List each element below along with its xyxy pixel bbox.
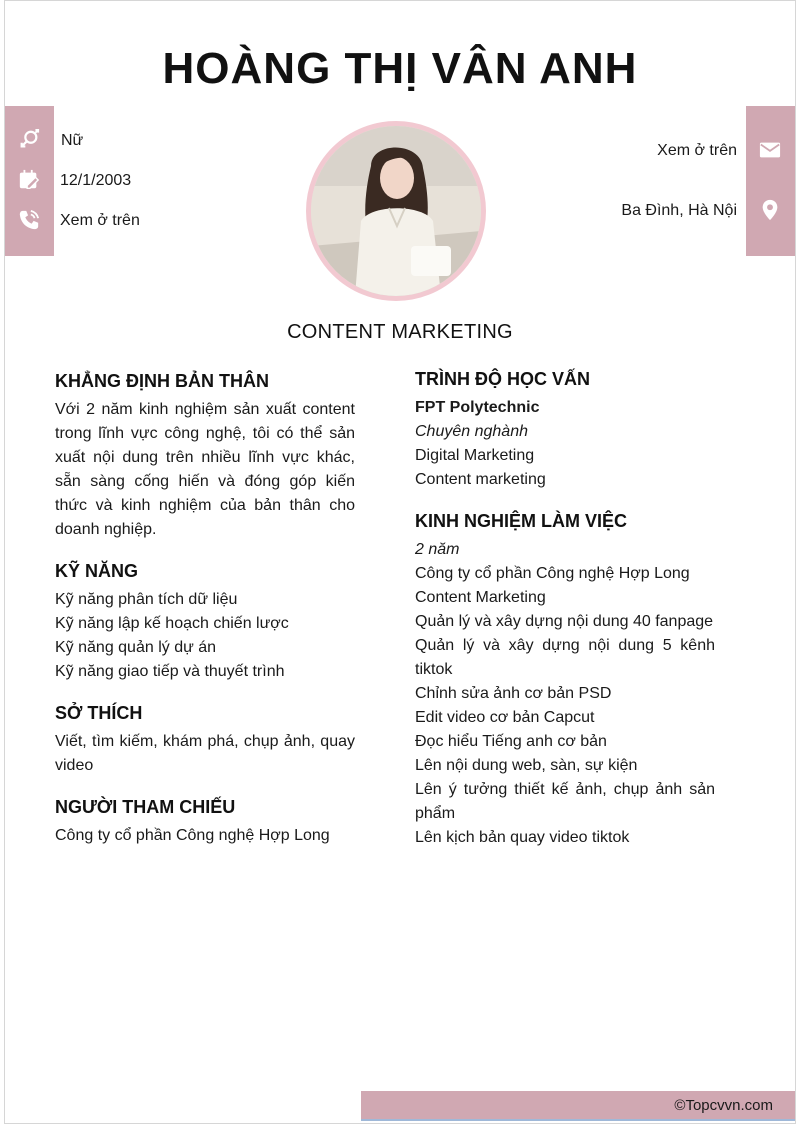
skill-item: Kỹ năng giao tiếp và thuyết trình	[55, 663, 285, 680]
experience-item: Quản lý và xây dựng nội dung 5 kênh tiktok	[415, 637, 715, 678]
avatar-photo	[311, 126, 481, 296]
major-label: Chuyên nghành	[415, 423, 528, 440]
skills-section	[55, 558, 355, 684]
education-item: Digital Marketing	[415, 447, 535, 464]
candidate-name: HOÀNG THỊ VÂN ANH	[162, 44, 638, 93]
calendar-edit-icon	[17, 168, 41, 192]
phone-icon	[17, 208, 41, 232]
references-title: NGƯỜI THAM CHIẾU	[55, 797, 236, 817]
location-pin-icon	[758, 198, 782, 222]
experience-item: Lên kịch bản quay video tiktok	[415, 829, 630, 846]
references-text: Công ty cổ phần Công nghệ Hợp Long	[55, 827, 330, 844]
experience-item: Đọc hiểu Tiếng anh cơ bản	[415, 733, 607, 750]
experience-item: Quản lý và xây dựng nội dung 40 fanpage	[415, 613, 714, 630]
address-value: Ba Đình, Hà Nội	[621, 202, 737, 219]
skills-title: KỸ NĂNG	[55, 561, 139, 581]
objective-section	[55, 368, 355, 542]
email-value: Xem ở trên	[657, 142, 737, 159]
mail-icon	[758, 138, 782, 162]
experience-item: Lên nội dung web, sàn, sự kiện	[415, 757, 638, 774]
experience-title: KINH NGHIỆM LÀM VIỆC	[415, 511, 628, 531]
avatar	[306, 121, 486, 301]
school-name: FPT Polytechnic	[415, 399, 540, 416]
experience-section	[415, 508, 715, 850]
education-title: TRÌNH ĐỘ HỌC VẤN	[415, 369, 590, 389]
hobbies-section	[55, 700, 355, 778]
contact-bar-left	[5, 106, 54, 256]
skill-item: Kỹ năng phân tích dữ liệu	[55, 591, 238, 608]
birthdate-value: 12/1/2003	[60, 172, 132, 189]
experience-item: Chỉnh sửa ảnh cơ bản PSD	[415, 685, 612, 702]
objective-title: KHẲNG ĐỊNH BẢN THÂN	[55, 371, 269, 391]
gender-value: Nữ	[61, 132, 84, 149]
gender-icon	[17, 128, 41, 152]
hobbies-text: Viết, tìm kiếm, khám phá, chụp ảnh, quay video	[55, 733, 355, 774]
experience-item: Lên ý tưởng thiết kế ảnh, chụp ảnh sản phẩm	[415, 781, 715, 822]
education-section	[415, 366, 715, 492]
left-column	[55, 368, 355, 864]
hobbies-title: SỞ THÍCH	[55, 703, 143, 723]
experience-duration: 2 năm	[415, 541, 460, 558]
right-column	[415, 366, 715, 866]
references-section	[55, 794, 355, 848]
job-title: CONTENT MARKETING	[287, 321, 513, 343]
experience-item: Edit video cơ bản Capcut	[415, 709, 595, 726]
company-name: Công ty cổ phần Công nghệ Hợp Long	[415, 565, 690, 582]
footer-bar	[361, 1091, 795, 1121]
skill-item: Kỹ năng quản lý dự án	[55, 639, 217, 656]
objective-text: Với 2 năm kinh nghiệm sản xuất content trong lĩnh vực công nghệ, tôi có thể sản xuất nội dung trên nhiều lĩnh vực khác, sẵn sàng cống hiến và đóng góp kiến thức và kinh nghiệm của bản thân cho doanh nghiệp.	[55, 401, 355, 538]
footer-link[interactable]: ©Topcvvn.com	[674, 1097, 773, 1114]
education-item: Content marketing	[415, 471, 546, 488]
phone-value: Xem ở trên	[60, 212, 140, 229]
contact-bar-right	[746, 106, 795, 256]
skill-item: Kỹ năng lập kế hoạch chiến lược	[55, 615, 289, 632]
position-name: Content Marketing	[415, 589, 546, 606]
